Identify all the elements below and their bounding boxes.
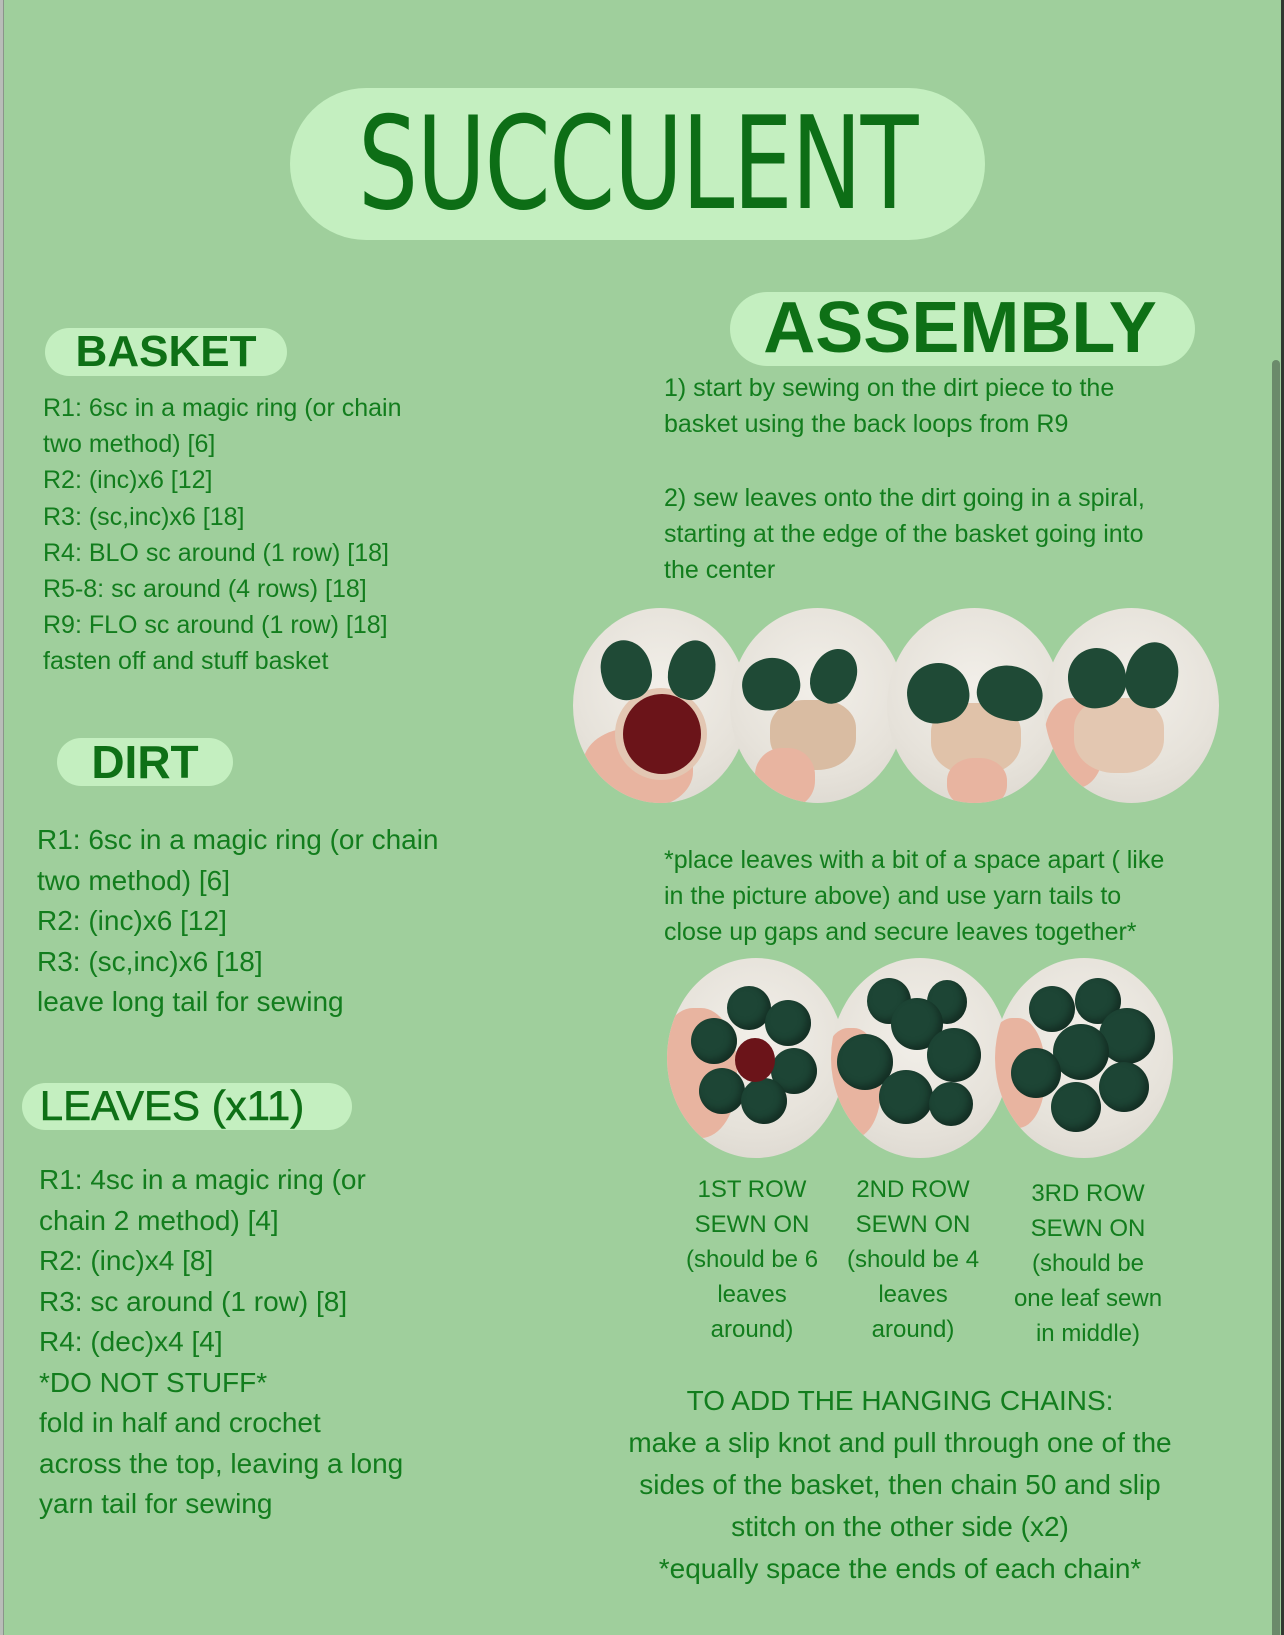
- hanging-heading: TO ADD THE HANGING CHAINS:: [686, 1385, 1114, 1416]
- caption-line: (should be: [1031, 1250, 1145, 1277]
- page-title: SUCCULENT: [357, 89, 918, 239]
- photo-3rd-row: [995, 958, 1173, 1158]
- caption-line: 1ST ROW: [697, 1176, 807, 1203]
- leaves-line: R1: 4sc in a magic ring (or: [39, 1164, 366, 1195]
- dirt-instructions: [37, 820, 439, 1023]
- leaves-line: fold in half and crochet: [39, 1407, 321, 1438]
- leaf-image: [879, 1070, 933, 1124]
- window-left-edge: [0, 0, 4, 1635]
- leaves-line: R2: (inc)x4 [8]: [39, 1245, 214, 1276]
- leaves-line: across the top, leaving a long: [39, 1447, 404, 1479]
- basket-heading: BASKET: [75, 327, 257, 376]
- leaf-image: [1051, 1082, 1101, 1132]
- dirt-line: leave long tail for sewing: [37, 986, 344, 1017]
- photo-1st-row: [667, 958, 845, 1158]
- basket-line: R4: BLO sc around (1 row) [18]: [43, 538, 389, 567]
- basket-line: fasten off and stuff basket: [43, 647, 329, 676]
- assembly-photo-row-2: [667, 958, 1159, 1158]
- caption-line: in middle): [1035, 1320, 1141, 1347]
- leaves-line: R3: sc around (1 row) [8]: [39, 1285, 348, 1317]
- photo-step-4: [1044, 608, 1219, 803]
- dirt-image: [735, 1038, 775, 1082]
- photo-2nd-row: [831, 958, 1009, 1158]
- leaf-image: [741, 1078, 787, 1124]
- photo-captions: [676, 1172, 1178, 1351]
- caption-line: around): [710, 1316, 794, 1343]
- basket-line: R2: (inc)x6 [12]: [43, 466, 213, 495]
- dirt-line: two method) [6]: [37, 864, 230, 896]
- dirt-line: R1: 6sc in a magic ring (or chain: [37, 824, 439, 855]
- step-line: 2) sew leaves onto the dirt going in a spiral,: [664, 484, 1145, 512]
- caption-1st-row: [676, 1172, 828, 1351]
- leaf-image: [929, 1082, 973, 1126]
- leaf-image: [1053, 1024, 1109, 1080]
- caption-line: SEWN ON: [694, 1211, 810, 1238]
- leaf-image: [1011, 1048, 1061, 1098]
- basket-line: R3: (sc,inc)x6 [18]: [43, 502, 245, 531]
- assembly-photo-row-1: [573, 608, 1201, 803]
- caption-3rd-row: [998, 1176, 1178, 1351]
- dirt-image: [623, 694, 701, 774]
- caption-line: SEWN ON: [855, 1211, 971, 1238]
- caption-line: 2ND ROW: [856, 1176, 970, 1203]
- leaf-image: [691, 1018, 737, 1064]
- caption-2nd-row: [828, 1172, 998, 1351]
- leaves-line: *DO NOT STUFF*: [39, 1366, 268, 1398]
- assembly-step-1: [664, 370, 1114, 442]
- assembly-step-2: [664, 480, 1145, 588]
- caption-line: SEWN ON: [1030, 1215, 1146, 1242]
- dirt-heading: DIRT: [91, 736, 199, 788]
- leaves-line: R4: (dec)x4 [4]: [39, 1326, 223, 1357]
- hanging-chains-instructions: [580, 1380, 1220, 1590]
- caption-line: leaves: [878, 1281, 948, 1308]
- leaves-heading: LEAVES (x11): [39, 1082, 305, 1129]
- hanging-line: stitch on the other side (x2): [731, 1511, 1069, 1542]
- basket-line: R1: 6sc in a magic ring (or chain: [43, 394, 402, 422]
- caption-line: 3RD ROW: [1031, 1180, 1145, 1207]
- basket-instructions: [43, 390, 401, 680]
- leaves-instructions: [39, 1160, 403, 1525]
- leaves-line: chain 2 method) [4]: [39, 1204, 279, 1236]
- step-line: basket using the back loops from R9: [664, 410, 1069, 438]
- step-line: the center: [664, 556, 776, 584]
- hanging-line: make a slip knot and pull through one of the: [628, 1427, 1172, 1458]
- hand-image: [755, 748, 815, 803]
- vertical-scrollbar[interactable]: [1272, 360, 1280, 1635]
- caption-line: leaves: [717, 1281, 787, 1308]
- caption-line: (should be 6: [685, 1246, 819, 1273]
- hand-image: [947, 758, 1007, 803]
- photo-step-2: [730, 608, 905, 803]
- leaf-image: [927, 1028, 981, 1082]
- hanging-line: sides of the basket, then chain 50 and slip: [639, 1469, 1161, 1500]
- note-line: close up gaps and secure leaves together*: [664, 918, 1137, 946]
- leaf-image: [1029, 986, 1075, 1032]
- basket-line: two method) [6]: [43, 430, 216, 459]
- photo-step-3: [887, 608, 1062, 803]
- basket-image: [1074, 698, 1164, 773]
- photo-step-1: [573, 608, 748, 803]
- dirt-line: R2: (inc)x6 [12]: [37, 905, 227, 936]
- leaf-image: [699, 1068, 745, 1114]
- step-line: starting at the edge of the basket going into: [664, 520, 1144, 548]
- assembly-note: [664, 842, 1164, 950]
- dirt-line: R3: (sc,inc)x6 [18]: [37, 945, 263, 977]
- leaf-image: [765, 1000, 811, 1046]
- note-line: *place leaves with a bit of a space apart ( like: [664, 846, 1165, 874]
- caption-line: around): [871, 1316, 955, 1343]
- assembly-heading: ASSEMBLY: [763, 288, 1157, 368]
- hanging-line: *equally space the ends of each chain*: [658, 1553, 1142, 1584]
- caption-line: one leaf sewn: [1013, 1285, 1163, 1312]
- step-line: 1) start by sewing on the dirt piece to the: [664, 374, 1115, 402]
- leaf-image: [1099, 1062, 1149, 1112]
- note-line: in the picture above) and use yarn tails to: [664, 882, 1122, 910]
- leaves-line: yarn tail for sewing: [39, 1488, 273, 1519]
- basket-line: R9: FLO sc around (1 row) [18]: [43, 611, 388, 640]
- basket-line: R5-8: sc around (4 rows) [18]: [43, 575, 367, 604]
- caption-line: (should be 4: [846, 1246, 980, 1273]
